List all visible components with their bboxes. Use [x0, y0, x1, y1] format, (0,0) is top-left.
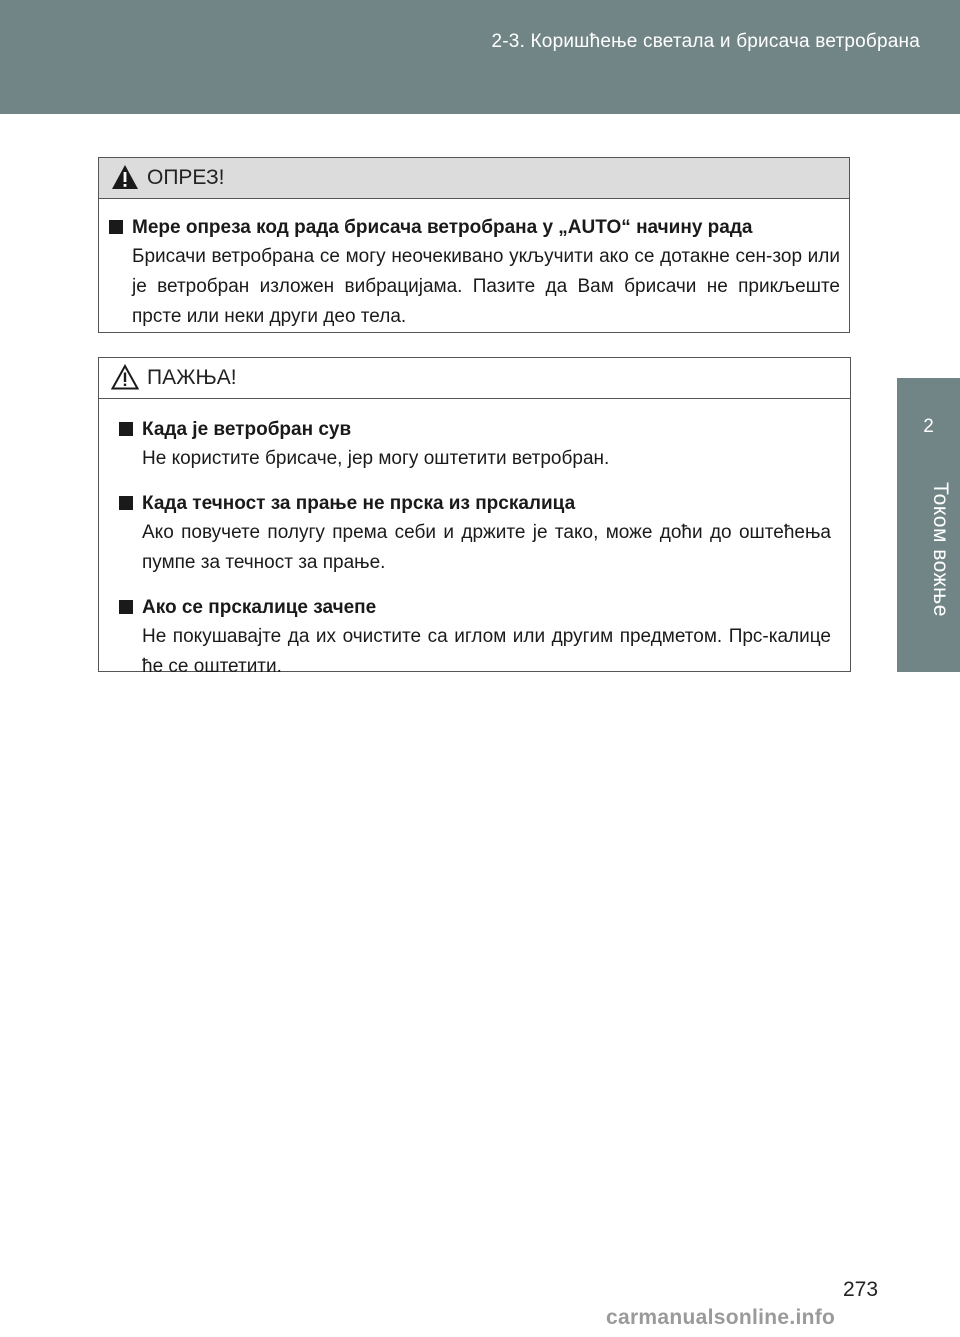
square-bullet-icon	[119, 496, 133, 510]
square-bullet-icon	[119, 600, 133, 614]
notice-item-title: Када је ветробран сув	[142, 419, 352, 440]
caution-title: ОПРЕЗ!	[147, 166, 225, 189]
warning-triangle-outline-icon	[111, 364, 139, 390]
notice-item-body: Не користите брисаче, јер могу оштетити ветробран.	[142, 448, 610, 469]
notice-title: ПАЖЊА!	[147, 366, 237, 389]
notice-item-title: Ако се прскалице зачепе	[142, 597, 377, 618]
notice-item	[109, 416, 831, 474]
notice-header	[99, 358, 850, 399]
notice-item-body: Ако повучете полугу према себи и држите је тако, може доћи до оштећења пумпе за течност за прање.	[142, 522, 831, 573]
chapter-tab	[897, 378, 960, 672]
page-header	[0, 0, 960, 114]
notice-item-title: Када течност за прање не прска из прскалица	[142, 493, 576, 514]
caution-item-body: Брисачи ветробрана се могу неочекивано укључити ако се дотакне сен-зор или је ветробран изложен вибрацијама. Пазите да Вам брисачи не прикљеште прсте или неки други део тела.	[132, 246, 840, 327]
caution-item-title: Мере опреза код рада брисача ветробрана у „AUTO“ начину рада	[132, 217, 753, 238]
section-title: 2-3. Коришћење светала и брисача ветробрана	[491, 31, 920, 52]
caution-box	[98, 157, 850, 333]
page-number: 273	[843, 1278, 879, 1301]
chapter-label: Током вожње	[929, 482, 952, 617]
warning-triangle-icon	[111, 164, 139, 190]
notice-item	[109, 594, 831, 682]
watermark: carmanualsonline.info	[606, 1306, 836, 1329]
caution-item	[99, 214, 840, 332]
notice-item-body: Не покушавајте да их очистите са иглом или другим предметом. Прс-калице ће се оштетити.	[142, 626, 831, 677]
caution-header	[99, 158, 849, 199]
notice-box	[98, 357, 851, 677]
square-bullet-icon	[109, 220, 123, 234]
notice-item	[109, 490, 831, 578]
square-bullet-icon	[119, 422, 133, 436]
chapter-number: 2	[923, 416, 934, 437]
